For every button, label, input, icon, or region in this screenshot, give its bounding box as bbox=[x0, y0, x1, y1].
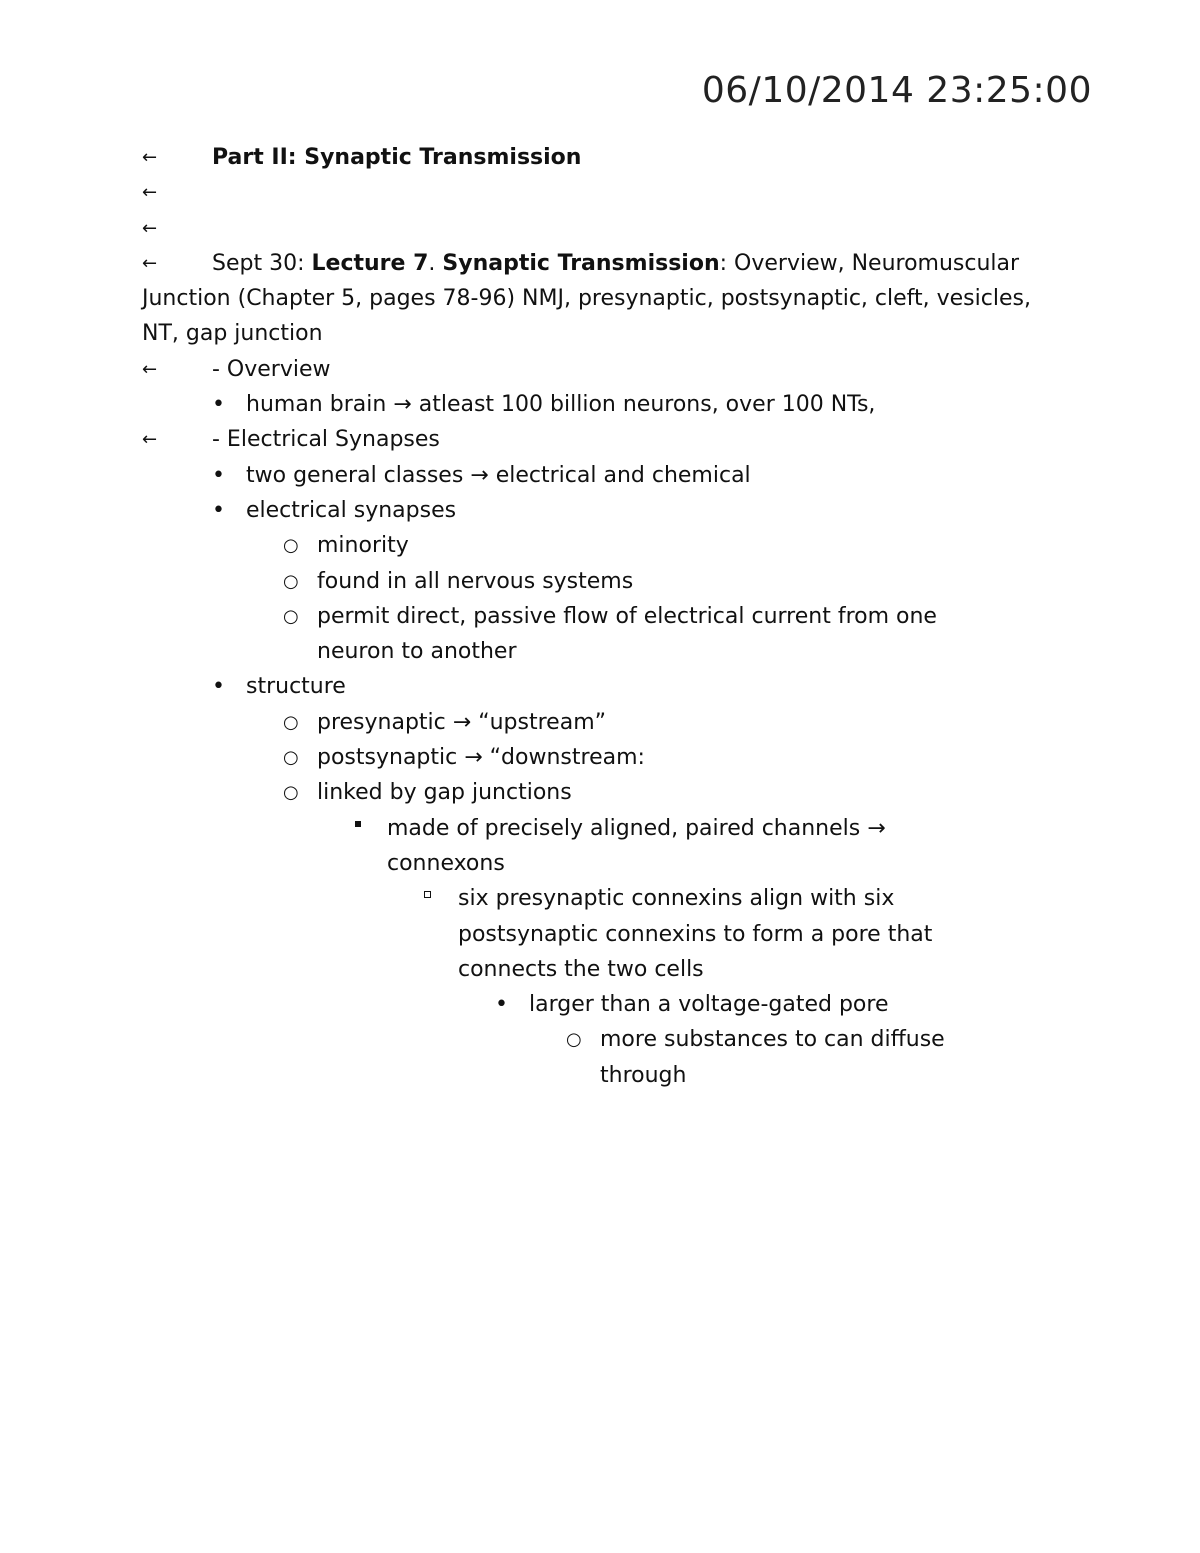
empty-row bbox=[142, 175, 1042, 210]
lecture-topic: Synaptic Transmission bbox=[442, 250, 720, 276]
right-arrow-icon: → bbox=[464, 745, 483, 771]
lecture-label: Lecture 7 bbox=[311, 250, 429, 276]
bullet-icon: • bbox=[212, 392, 225, 418]
circle-bullet-icon: ○ bbox=[566, 1029, 582, 1051]
right-arrow-icon: → bbox=[393, 392, 412, 418]
list-item: ○ more substances to can diffuse through bbox=[142, 1022, 980, 1093]
timestamp: 06/10/2014 23:25:00 bbox=[701, 70, 1092, 111]
heading-row bbox=[142, 140, 1042, 175]
bullet-icon: • bbox=[212, 462, 225, 488]
hollow-square-bullet-icon bbox=[424, 881, 431, 916]
circle-bullet-icon: ○ bbox=[283, 605, 299, 627]
list-item: • larger than a voltage-gated pore bbox=[142, 987, 1042, 1022]
circle-bullet-icon: ○ bbox=[283, 711, 299, 733]
list-item: made of precisely aligned, paired channels → connexons bbox=[142, 811, 1007, 882]
right-arrow-icon: → bbox=[452, 709, 472, 735]
list-item: • structure bbox=[142, 669, 1042, 704]
list-item: ○ permit direct, passive flow of electrical current from one neuron to another bbox=[142, 599, 1017, 670]
bullet-icon: • bbox=[212, 674, 225, 700]
list-item: ○ linked by gap junctions bbox=[142, 775, 1042, 810]
left-arrow-icon: ← bbox=[142, 182, 158, 204]
circle-bullet-icon: ○ bbox=[283, 747, 299, 769]
empty-row bbox=[142, 211, 1042, 246]
electrical-title: - Electrical Synapses bbox=[212, 427, 440, 453]
lecture-date: Sept 30: bbox=[212, 250, 305, 276]
bullet-icon: • bbox=[495, 992, 508, 1018]
overview-title: - Overview bbox=[212, 356, 331, 382]
list-item: • two general classes → electrical and chemical bbox=[142, 458, 1042, 493]
list-item: ○ postsynaptic → “downstream: bbox=[142, 740, 1042, 775]
right-arrow-icon: → bbox=[470, 462, 489, 488]
right-arrow-icon: → bbox=[867, 815, 886, 841]
left-arrow-icon: ← bbox=[142, 147, 158, 168]
electrical-title-row bbox=[142, 422, 1042, 457]
bullet-icon: • bbox=[212, 497, 225, 523]
circle-bullet-icon: ○ bbox=[283, 570, 299, 592]
list-item: six presynaptic connexins align with six postsynaptic connexins to form a pore that connects the two cells bbox=[142, 881, 998, 987]
lecture-description: : Overview, Neuromuscular Junction (Chapter 5, pages 78-96) NMJ, presynaptic, postsynaptic, cleft, vesicles, NT, gap junction bbox=[142, 250, 1031, 347]
left-arrow-icon: ← bbox=[142, 217, 158, 239]
lecture-row bbox=[142, 246, 1042, 352]
lecture-sep: . bbox=[428, 250, 436, 276]
notes-content bbox=[142, 140, 1042, 1093]
list-item: • electrical synapses bbox=[142, 493, 1042, 528]
left-arrow-icon: ← bbox=[142, 252, 158, 274]
overview-title-row bbox=[142, 352, 1042, 387]
list-item: • human brain → atleast 100 billion neurons, over 100 NTs, bbox=[142, 387, 1042, 422]
left-arrow-icon: ← bbox=[142, 429, 158, 451]
list-item: ○ minority bbox=[142, 528, 1042, 563]
list-item: ○ presynaptic → “upstream” bbox=[142, 705, 1042, 740]
part-heading: Part II: Synaptic Transmission bbox=[212, 145, 582, 170]
circle-bullet-icon: ○ bbox=[283, 535, 299, 557]
square-bullet-icon bbox=[355, 811, 361, 846]
left-arrow-icon: ← bbox=[142, 358, 158, 380]
circle-bullet-icon: ○ bbox=[283, 782, 299, 804]
list-item: ○ found in all nervous systems bbox=[142, 564, 1042, 599]
